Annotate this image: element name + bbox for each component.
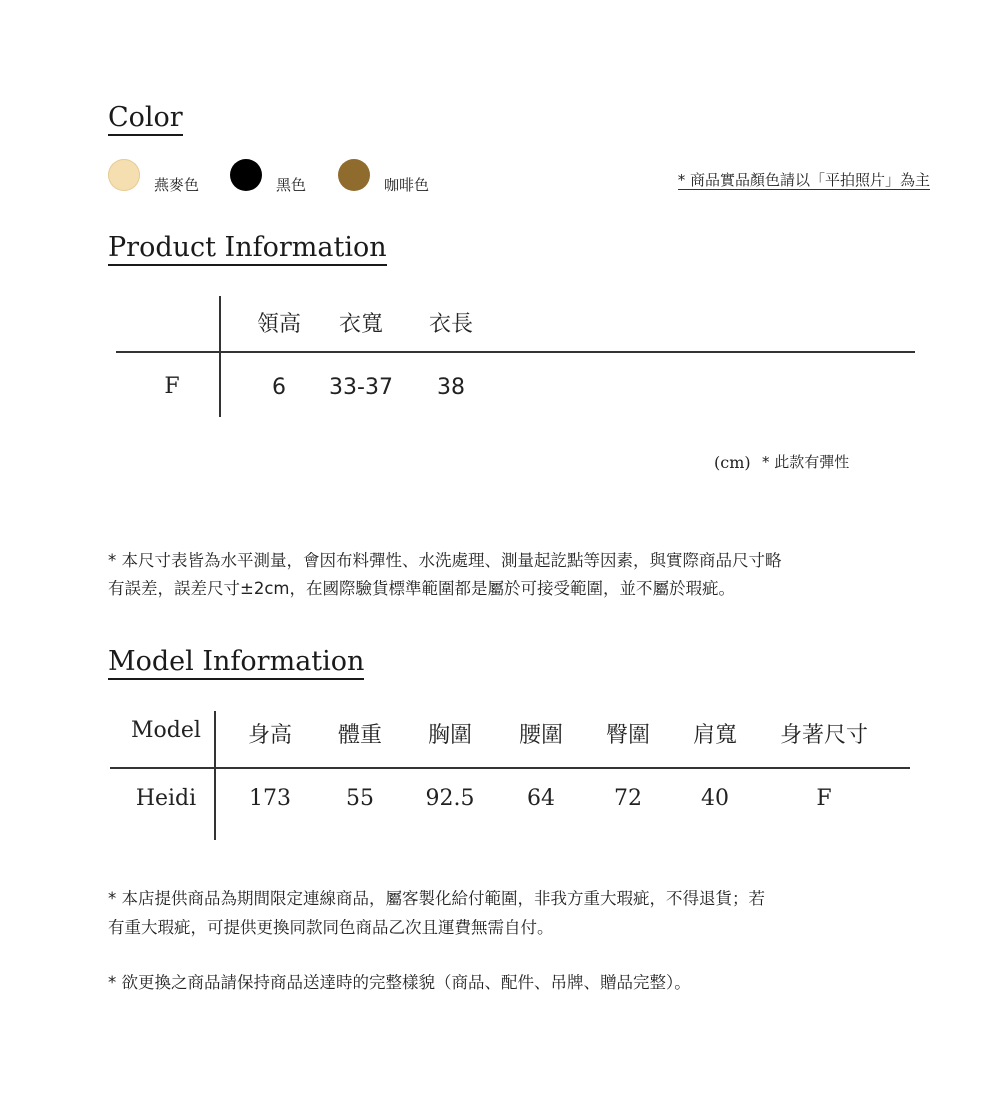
model-value-waist: 64	[527, 786, 555, 811]
swatch-black-label: 黑色	[276, 176, 307, 194]
product-header-length: 衣長	[428, 312, 473, 337]
swatch-coffee	[338, 159, 370, 191]
product-value-collar: 6	[272, 375, 286, 400]
model-header-shoulder: 肩寬	[692, 723, 737, 748]
model-value-shoulder: 40	[701, 786, 729, 811]
swatch-oatmeal	[108, 159, 140, 191]
unit-label: (cm)	[714, 453, 751, 472]
model-value-weight: 55	[346, 786, 374, 811]
model-table-hline	[110, 767, 910, 769]
return-note-line1: * 本店提供商品為期間限定連線商品，屬客製化給付範圍，非我方重大瑕疵，不得退貨；若	[108, 889, 765, 908]
exchange-note: * 欲更換之商品請保持商品送達時的完整樣貌（商品、配件、吊牌、贈品完整）。	[108, 973, 691, 992]
model-header-weight: 體重	[337, 723, 382, 748]
model-value-hip: 72	[614, 786, 642, 811]
model-header-chest: 胸圍	[427, 723, 472, 748]
product-heading: Product Information	[108, 233, 387, 266]
product-table-hline	[116, 351, 915, 353]
model-header-height: 身高	[247, 723, 292, 748]
product-size-label: F	[164, 374, 180, 399]
model-header-hip: 臀圍	[605, 723, 650, 748]
product-value-width: 33-37	[329, 375, 393, 400]
swatch-coffee-label: 咖啡色	[384, 176, 430, 194]
swatch-black	[230, 159, 262, 191]
model-value-height: 173	[249, 786, 291, 811]
product-table-vline	[219, 296, 221, 417]
swatch-oatmeal-label: 燕麥色	[154, 176, 200, 194]
model-header-waist: 腰圍	[518, 723, 563, 748]
model-table-vline	[214, 711, 216, 840]
color-heading: Color	[108, 103, 183, 136]
elastic-note: * 此款有彈性	[762, 453, 850, 471]
measure-note-line2: 有誤差，誤差尺寸±2cm，在國際驗貨標準範圍都是屬於可接受範圍，並不屬於瑕疵。	[108, 579, 735, 598]
model-name: Heidi	[135, 786, 197, 811]
return-note-line2: 有重大瑕疵，可提供更換同款同色商品乙次且運費無需自付。	[108, 918, 554, 937]
model-heading: Model Information	[108, 647, 364, 680]
model-value-chest: 92.5	[425, 786, 475, 811]
measure-note-line1: * 本尺寸表皆為水平測量，會因布料彈性、水洗處理、測量起訖點等因素，與實際商品尺寸略	[108, 551, 782, 570]
model-value-size: F	[816, 786, 832, 811]
product-value-length: 38	[437, 375, 465, 400]
color-note: * 商品實品顏色請以「平拍照片」為主	[677, 171, 930, 189]
product-header-width: 衣寬	[338, 312, 383, 337]
model-header-size: 身著尺寸	[779, 723, 868, 748]
model-corner-label: Model	[131, 718, 201, 743]
product-header-collar: 領高	[256, 312, 301, 337]
